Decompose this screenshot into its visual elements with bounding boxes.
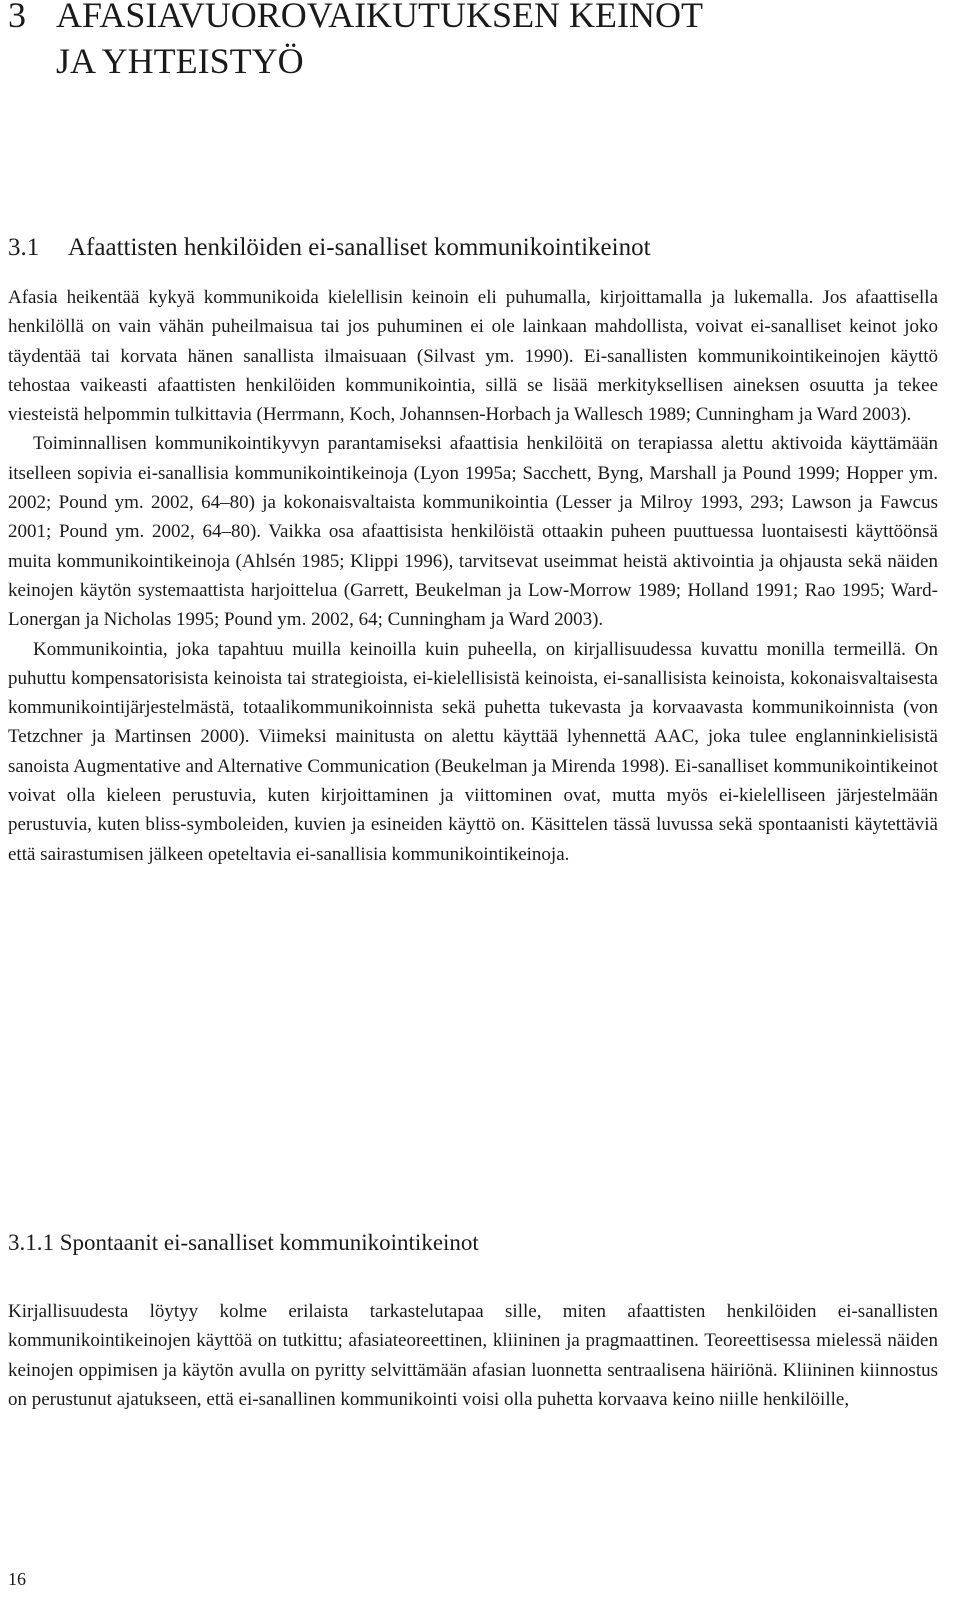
section-title [8,232,948,264]
chapter-number: 3 [8,0,26,35]
paragraph: Kommunikointia, joka tapahtuu muilla keinoilla kuin puheella, on kirjallisuudessa kuvattu monilla termeillä. On puhuttu kompensatorisista keinoista tai strategioista, ei-kielellisistä keinoista, ei-sanallisista keinoista, kokonaisvaltaisesta kommunikointijärjestelmästä, totaalikommunikoinnista sekä puhetta tukevasta ja korvaavasta kommunikoinnista (von Tetzchner ja Martinsen 2000). Viimeksi mainitusta on alettu käyttää lyhennettä AAC, joka tulee englanninkielisistä sanoista Augmentative and Alternative Communication (Beukelman ja Mirenda 1998). Ei-sanalliset kommunikointikeinot voivat olla kieleen perustuvia, kuten kirjoittaminen ja viittominen ovat, mutta myös ei-kielelliseen järjestelmään perustuvia, kuten bliss-symboleiden, kuvien ja esineiden käyttö on. Käsittelen tässä luvussa sekä spontaanisti käytettäviä että sairastumisen jälkeen opeteltavia ei-sanallisia kommunikointikeinoja. [8,638,938,865]
section-number: 3.1 [8,234,40,261]
paragraph: Toiminnallisen kommunikointikyvyn parantamiseksi afaattisia henkilöitä on terapiassa alettu aktivoida käyttämään itselleen sopivia ei-sanallisia kommunikointikeinoja (Lyon 1995a; Sacchett, Byng, Marshall ja Pound 1999; Hopper ym. 2002; Pound ym. 2002, 64–80) ja kokonaisvaltaista kommunikointia (Lesser ja Milroy 1993, 293; Lawson ja Fawcus 2001; Pound ym. 2002, 64–80). Vaikka osa afaattisista henkilöistä ottaakin puheen puuttuessa luontaisesti käyttöönsä muita kommunikointikeinoja (Ahlsén 1985; Klippi 1996), tarvitsevat useimmat heistä aktivointia ja ohjausta sekä näiden keinojen käytön systemaattista harjoittelua (Garrett, Beukelman ja Low-Morrow 1989; Holland 1991; Rao 1995; Ward-Lonergan ja Nicholas 1995; Pound ym. 2002, 64; Cunningham ja Ward 2003). [8,433,938,631]
subsection-number: 3.1.1 [8,1230,54,1255]
subsection-title [8,1228,938,1258]
subsection-title-text: Spontaanit ei-sanalliset kommunikointikeinot [59,1230,479,1255]
page-number: 16 [8,1569,26,1589]
section-title-text: Afaattisten henkilöiden ei-sanalliset kommunikointikeinot [68,234,651,261]
subsection-body [8,1297,938,1414]
chapter-title [8,0,948,84]
section-body [8,283,938,869]
chapter-title-line2: JA YHTEISTYÖ [56,41,304,81]
paragraph: Afasia heikentää kykyä kommunikoida kielellisin keinoin eli puhumalla, kirjoittamalla ja lukemalla. Jos afaattisella henkilöllä on vain vähän puheilmaisua tai jos puhuminen ei ole lainkaan mahdollista, voivat ei-sanalliset keinot joko täydentää tai korvata hänen sanallista ilmaisuaan (Silvast ym. 1990). Ei-sanallisten kommunikointikeinojen käyttö tehostaa vaikeasti afaattisten henkilöiden kommunikointia, sillä se lisää merkityksellisen aineksen osuutta ja tekee viesteistä helpommin tulkittavia (Herrmann, Koch, Johannsen-Horbach ja Wallesch 1989; Cunningham ja Ward 2003). [8,287,938,426]
paragraph: Kirjallisuudesta löytyy kolme erilaista tarkastelutapaa sille, miten afaattisten henkilöiden ei-sanallisten kommunikointikeinojen käyttöä on tutkittu; afasiateoreettinen, kliininen ja pragmaattinen. Teoreettisessa mielessä näiden keinojen oppimisen ja käytön avulla on pyritty selvittämään afasian luonnetta sentraalisena häiriönä. Kliininen kiinnostus on perustunut ajatukseen, että ei-sanallinen kommunikointi voisi olla puhetta korvaava keino niille henkilöille, [8,1301,938,1410]
chapter-title-line1: AFASIAVUOROVAIKUTUKSEN KEINOT [56,0,704,35]
